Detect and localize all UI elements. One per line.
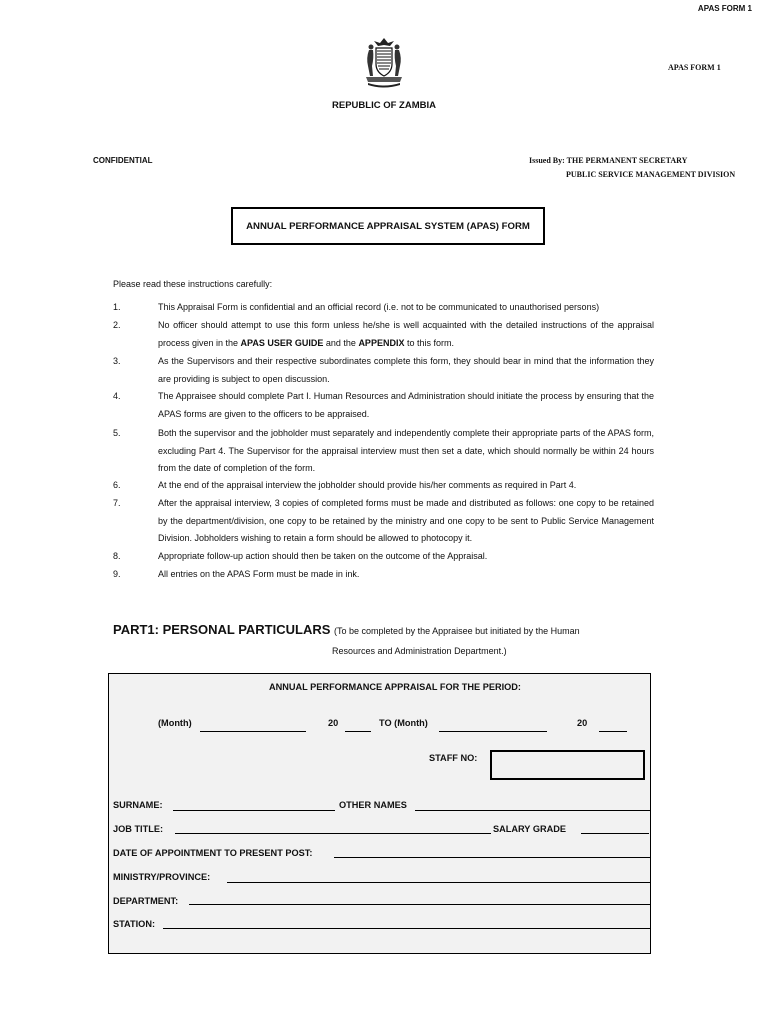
date-of-appointment-label: DATE OF APPOINTMENT TO PRESENT POST:: [113, 848, 313, 858]
instruction-number: 6.: [113, 480, 121, 490]
instruction-number: 3.: [113, 356, 121, 366]
to-month-field[interactable]: [439, 731, 547, 732]
appraisal-period-title: ANNUAL PERFORMANCE APPRAISAL FOR THE PERIOD:: [269, 682, 521, 692]
staff-no-field[interactable]: [490, 750, 645, 780]
surname-label: SURNAME:: [113, 800, 163, 810]
to-year-prefix: 20: [577, 718, 588, 728]
apas-user-guide-ref: APAS USER GUIDE: [240, 337, 324, 348]
coat-of-arms-icon: [360, 36, 408, 88]
instruction-text: This Appraisal Form is confidential and an official record (i.e. not to be communicated to unauthorised persons): [158, 302, 600, 312]
personal-particulars-section: [108, 673, 651, 954]
instruction-text: The Appraisee should complete Part I. Human Resources and Administration should initiate the process by ensuring that the APAS forms are given to the officers to be appraised.: [158, 391, 654, 419]
from-year-prefix: 20: [328, 718, 339, 728]
ministry-province-label: MINISTRY/PROVINCE:: [113, 872, 211, 882]
form-title-box: [231, 207, 545, 245]
instruction-text: At the end of the appraisal interview the jobholder should provide his/her comments as required in Part 4.: [158, 480, 577, 490]
instruction-number: 9.: [113, 569, 121, 579]
instruction-number: 4.: [113, 391, 121, 401]
appendix-ref: APPENDIX: [358, 337, 405, 348]
part1-subtitle-continued: Resources and Administration Department.): [332, 646, 507, 656]
date-of-appointment-field[interactable]: [334, 857, 650, 858]
from-year-field[interactable]: [345, 731, 371, 732]
instruction-number: 2.: [113, 320, 121, 330]
issued-by-line-1: Issued By: THE PERMANENT SECRETARY: [529, 156, 688, 165]
instruction-number: 8.: [113, 551, 121, 561]
form-title: ANNUAL PERFORMANCE APPRAISAL SYSTEM (APAS) FORM: [246, 220, 530, 232]
to-month-label: TO (Month): [379, 718, 428, 728]
part1-subtitle: (To be completed by the Appraisee but initiated by the Human: [334, 626, 580, 636]
instruction-number: 5.: [113, 428, 121, 438]
instruction-text: After the appraisal interview, 3 copies of completed forms must be made and distributed as follows: one copy to be retained by the department/division, one copy to be retained by the ministry and one copy to be sent to Public Service Management Division. Jobholders wishing to retain a form should be allowed to photocopy it.: [158, 498, 654, 543]
other-names-field[interactable]: [415, 810, 650, 811]
instructions-intro: Please read these instructions carefully:: [113, 279, 273, 289]
salary-grade-field[interactable]: [581, 833, 649, 834]
instruction-number: 1.: [113, 302, 121, 312]
confidential-label: CONFIDENTIAL: [93, 156, 153, 165]
part1-heading: [113, 622, 580, 637]
salary-grade-label: SALARY GRADE: [493, 824, 566, 834]
from-month-label: (Month): [158, 718, 192, 728]
ministry-province-field[interactable]: [227, 882, 650, 883]
instruction-text: As the Supervisors and their respective subordinates complete this form, they should bear in mind that the information they are providing is subject to open discussion.: [158, 356, 654, 384]
republic-heading: REPUBLIC OF ZAMBIA: [332, 100, 436, 111]
instruction-text: Both the supervisor and the jobholder must separately and independently complete their appropriate parts of the APAS form, excluding Part 4. The Supervisor for the appraisal interview must then set a date, which should normally be within 24 hours from the date of completion of the form.: [158, 428, 654, 473]
station-field[interactable]: [163, 928, 650, 929]
instruction-text: Appropriate follow-up action should then be taken on the outcome of the Appraisal.: [158, 551, 488, 561]
job-title-label: JOB TITLE:: [113, 824, 164, 834]
part1-title: PART1: PERSONAL PARTICULARS: [113, 622, 331, 637]
instruction-text: All entries on the APAS Form must be made in ink.: [158, 569, 360, 579]
from-month-field[interactable]: [200, 731, 306, 732]
form-code-label: APAS FORM 1: [668, 63, 721, 72]
department-field[interactable]: [189, 904, 650, 905]
to-year-field[interactable]: [599, 731, 627, 732]
instruction-text: No officer should attempt to use this form unless he/she is well acquainted with the detailed instructions of the appraisal process given in the APAS USER GUIDE and the APPENDIX to this form.: [158, 320, 654, 348]
issued-by-line-2: PUBLIC SERVICE MANAGEMENT DIVISION: [566, 170, 736, 179]
instruction-number: 7.: [113, 498, 121, 508]
department-label: DEPARTMENT:: [113, 896, 179, 906]
other-names-label: OTHER NAMES: [339, 800, 407, 810]
surname-field[interactable]: [173, 810, 335, 811]
job-title-field[interactable]: [175, 833, 491, 834]
staff-no-label: STAFF NO:: [429, 753, 478, 763]
station-label: STATION:: [113, 919, 156, 929]
corner-form-code: APAS FORM 1: [697, 4, 752, 13]
